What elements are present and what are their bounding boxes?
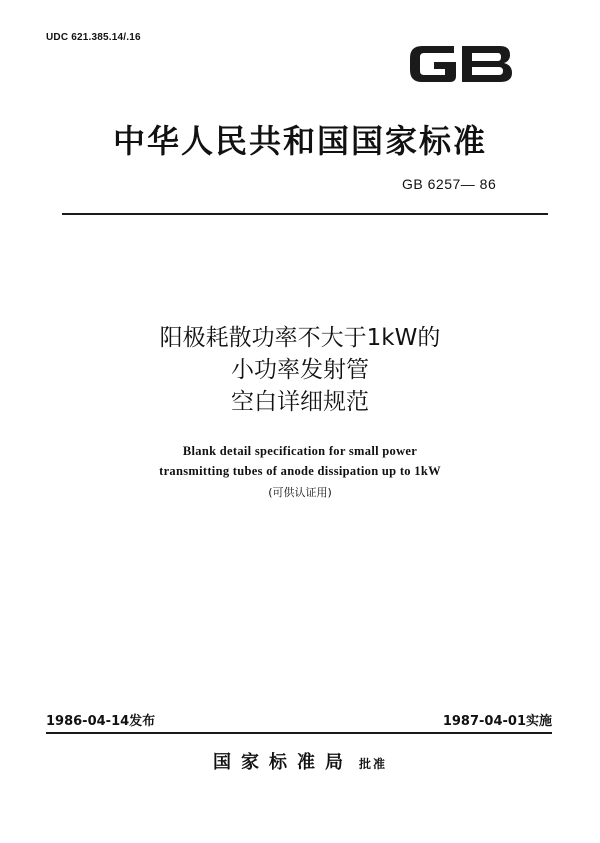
udc-code: UDC 621.385.14/.16 bbox=[46, 32, 141, 43]
header-divider bbox=[62, 213, 548, 215]
standard-title: 中华人民共和国国家标准 bbox=[112, 122, 487, 160]
footer-divider bbox=[46, 732, 552, 734]
chinese-title-line-3: 空白详细规范 bbox=[231, 389, 369, 415]
approver-line bbox=[0, 748, 600, 774]
chinese-title-line-2: 小功率发射管 bbox=[231, 357, 369, 383]
chinese-title bbox=[0, 322, 600, 418]
english-title-line-2: transmitting tubes of anode dissipation up to 1kW bbox=[159, 464, 441, 478]
english-title bbox=[0, 441, 600, 481]
english-title-line-1: Blank detail specification for small power bbox=[182, 444, 418, 458]
approver-name: 国家标准局 bbox=[212, 752, 353, 773]
gb-logo bbox=[404, 38, 516, 94]
approver-suffix: 批准 bbox=[358, 757, 387, 771]
chinese-title-line-1: 阳极耗散功率不大于1kW的 bbox=[159, 325, 441, 351]
implementation-date: 1987-04-01实施 bbox=[442, 714, 552, 729]
certification-note: (可供认证用) bbox=[268, 486, 332, 499]
standard-number: GB 6257— 86 bbox=[402, 176, 497, 192]
issue-date: 1986-04-14发布 bbox=[46, 714, 156, 729]
